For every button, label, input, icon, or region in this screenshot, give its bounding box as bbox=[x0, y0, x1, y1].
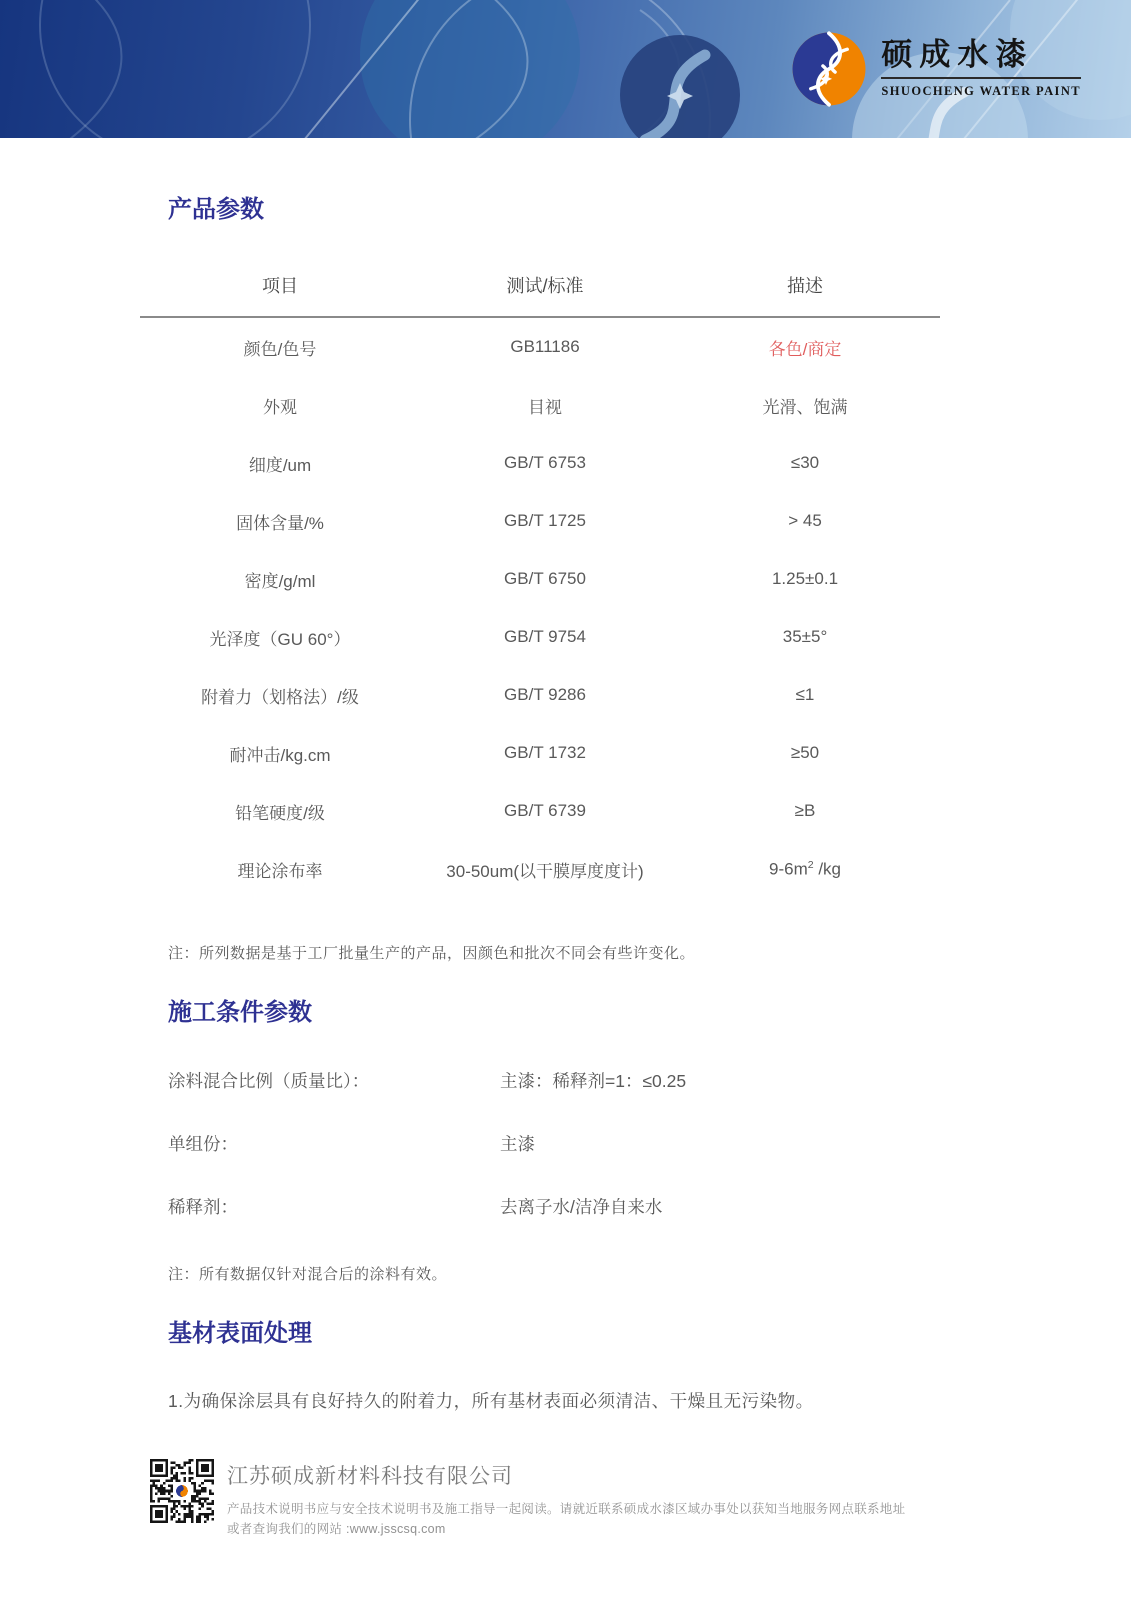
table-row bbox=[140, 376, 940, 434]
column-header-desc: 描述 bbox=[787, 276, 823, 297]
param-standard: GB/T 6753 bbox=[504, 453, 586, 473]
param-desc: 1.25±0.1 bbox=[771, 569, 839, 589]
param-standard: 30-50um(以干膜厚度度计) bbox=[446, 861, 644, 881]
param-item: 附着力（划格法）/级 bbox=[201, 687, 359, 707]
table-row bbox=[140, 492, 940, 550]
brand-name-cn: 硕成水漆 bbox=[881, 39, 1081, 79]
brand-text bbox=[881, 39, 1081, 99]
product-params-table bbox=[140, 272, 940, 898]
param-desc: 35±5° bbox=[782, 627, 828, 647]
param-item: 细度/um bbox=[248, 455, 312, 475]
param-item: 外观 bbox=[263, 397, 297, 417]
construction-row bbox=[168, 1131, 1075, 1156]
param-item: 密度/g/ml bbox=[244, 571, 316, 591]
construction-label: 稀释剂： bbox=[168, 1196, 238, 1217]
param-desc: 各色/商定 bbox=[768, 339, 842, 359]
table-row bbox=[140, 724, 940, 782]
shuocheng-sphere-logo-icon bbox=[791, 31, 867, 107]
desc-suffix: /kg bbox=[813, 859, 841, 879]
param-standard: GB/T 6739 bbox=[504, 801, 586, 821]
param-item: 固体含量/% bbox=[236, 513, 324, 533]
table-row bbox=[140, 434, 940, 492]
param-item: 理论涂布率 bbox=[237, 861, 323, 881]
param-desc: 光滑、饱满 bbox=[762, 397, 848, 417]
desc-prefix: 9-6m bbox=[769, 859, 808, 879]
footer bbox=[150, 1459, 1131, 1539]
desc-superscript: 2 bbox=[807, 859, 814, 872]
param-standard: GB/T 1732 bbox=[504, 743, 586, 763]
param-desc: ≤1 bbox=[795, 685, 815, 705]
company-name: 江苏硕成新材料科技有限公司 bbox=[227, 1465, 513, 1489]
surface-treatment-paragraph: 1.为确保涂层具有良好持久的附着力，所有基材表面必须清洁、干燥且无污染物。 bbox=[168, 1391, 814, 1412]
construction-note: 注：所有数据仅针对混合后的涂料有效。 bbox=[168, 1265, 448, 1283]
section-title-construction-params: 施工条件参数 bbox=[168, 999, 312, 1027]
param-standard: GB/T 1725 bbox=[504, 511, 586, 531]
table-row bbox=[140, 318, 940, 376]
section-title-surface-treatment: 基材表面处理 bbox=[168, 1319, 312, 1347]
construction-value: 主漆：稀释剂=1：≤0.25 bbox=[500, 1070, 687, 1091]
brand-name-en: SHUOCHENG WATER PAINT bbox=[881, 84, 1081, 98]
table-row bbox=[140, 782, 940, 840]
footer-note-line2: 或者查询我们的网站 :www.jsscsq.com bbox=[227, 1522, 446, 1537]
param-standard: 目视 bbox=[528, 397, 562, 417]
param-standard: GB/T 9286 bbox=[504, 685, 586, 705]
main-content bbox=[0, 194, 1131, 1413]
qr-code-icon bbox=[150, 1459, 214, 1523]
footer-text-block bbox=[227, 1459, 1131, 1539]
param-standard: GB11186 bbox=[510, 337, 580, 357]
param-item: 铅笔硬度/级 bbox=[235, 803, 325, 823]
product-table-note: 注：所列数据是基于工厂批量生产的产品，因颜色和批次不同会有些许变化。 bbox=[168, 945, 696, 963]
section-title-product-params: 产品参数 bbox=[168, 196, 264, 223]
table-row bbox=[140, 840, 940, 898]
param-item: 颜色/色号 bbox=[243, 339, 317, 359]
param-desc: ≥B bbox=[794, 801, 816, 821]
construction-value: 去离子水/洁净自来水 bbox=[500, 1196, 663, 1217]
footer-note-line1: 产品技术说明书应与安全技术说明书及施工指导一起阅读。请就近联系硕成水漆区域办事处以获知当地服务网点联系地址 bbox=[227, 1502, 906, 1517]
param-standard: GB/T 9754 bbox=[504, 627, 586, 647]
param-desc: ≥50 bbox=[790, 743, 820, 763]
table-row bbox=[140, 666, 940, 724]
construction-row bbox=[168, 1194, 1075, 1219]
param-desc: > 45 bbox=[788, 511, 822, 531]
table-row bbox=[140, 608, 940, 666]
construction-label: 单组份： bbox=[168, 1133, 238, 1154]
table-row bbox=[140, 550, 940, 608]
brand-block bbox=[791, 0, 1081, 138]
construction-label: 涂料混合比例（质量比）： bbox=[168, 1070, 370, 1091]
header-banner bbox=[0, 0, 1131, 138]
param-item: 光泽度（GU 60°） bbox=[209, 629, 351, 649]
param-desc: ≤30 bbox=[790, 453, 820, 473]
construction-value: 主漆 bbox=[500, 1133, 535, 1154]
param-item: 耐冲击/kg.cm bbox=[229, 745, 331, 765]
column-header-standard: 测试/标准 bbox=[506, 276, 584, 297]
column-header-item: 项目 bbox=[262, 276, 298, 297]
table-header-row bbox=[140, 272, 940, 318]
construction-row bbox=[168, 1068, 1075, 1093]
param-standard: GB/T 6750 bbox=[504, 569, 586, 589]
param-desc bbox=[670, 859, 940, 880]
